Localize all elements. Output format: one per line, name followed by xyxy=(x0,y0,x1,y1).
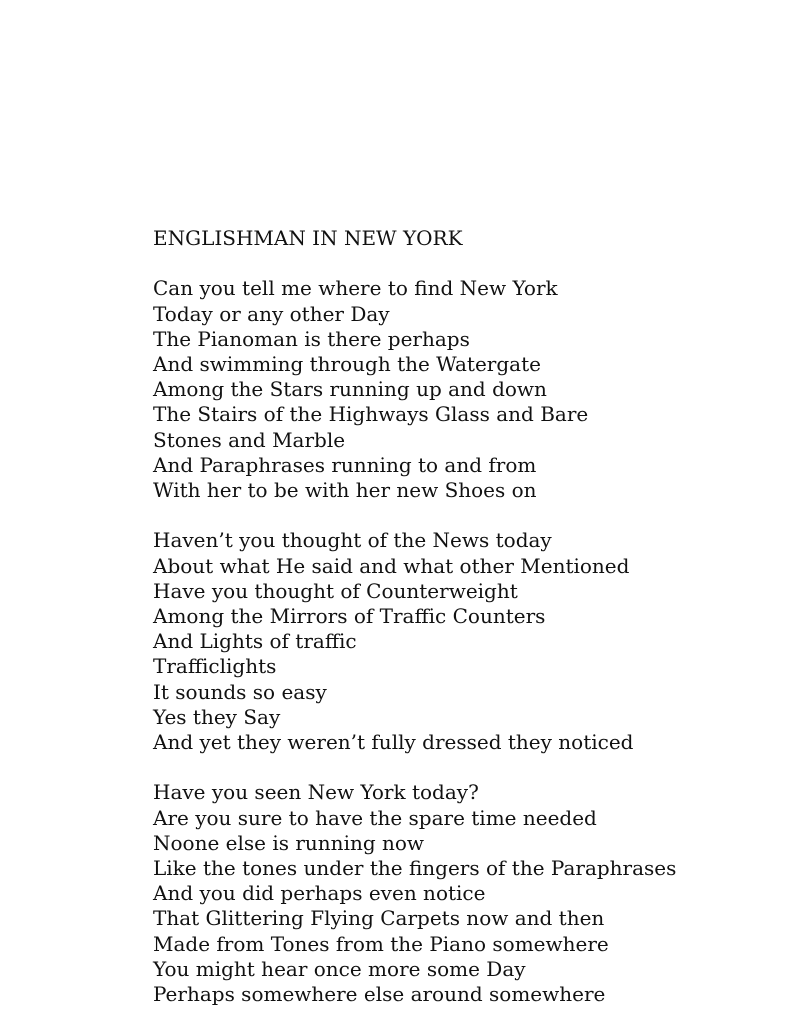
poem-line: And Lights of traffic xyxy=(153,629,357,654)
poem-line: Are you sure to have the spare time needed xyxy=(153,805,597,830)
poem-line: Among the Mirrors of Traffic Counters xyxy=(153,604,546,629)
poem-line: Made from Tones from the Piano somewhere xyxy=(153,931,609,956)
poem xyxy=(153,226,793,1007)
poem-line: And swimming through the Watergate xyxy=(153,352,541,376)
poem-line: With her to be with her new Shoes on xyxy=(153,478,537,503)
poem-line: And yet they weren’t fully dressed they noticed xyxy=(153,730,634,755)
poem-line: Like the tones under the fingers of the Paraphrases xyxy=(153,856,677,881)
poem-line: And Paraphrases running to and from xyxy=(153,452,537,477)
poem-line: And you did perhaps even notice xyxy=(153,881,486,906)
stanza-3 xyxy=(153,780,793,1007)
stanza-gap xyxy=(153,503,793,528)
stanza-2 xyxy=(153,528,793,755)
poem-line: Have you thought of Counterweight xyxy=(153,578,518,603)
poem-line: Perhaps somewhere else around somewhere xyxy=(153,982,606,1007)
poem-line: Yes they Say xyxy=(153,704,281,729)
stanza-gap xyxy=(153,755,793,780)
poem-line: Have you seen New York today? xyxy=(153,780,479,805)
poem-line: It sounds so easy xyxy=(153,679,327,704)
poem-line: About what He said and what other Mentioned xyxy=(153,553,630,578)
poem-line: The Pianoman is there perhaps xyxy=(153,326,470,351)
poem-line: Can you tell me where to find New York xyxy=(153,276,558,301)
poem-line: That Glittering Flying Carpets now and then xyxy=(153,906,605,931)
poem-line: Among the Stars running up and down xyxy=(153,377,547,402)
stanza-gap xyxy=(153,251,793,276)
poem-line: Today or any other Day xyxy=(153,301,390,326)
poem-line: Trafficlights xyxy=(153,654,277,679)
poem-line: Noone else is running now xyxy=(153,830,425,855)
poem-line: Stones and Marble xyxy=(153,427,346,452)
poem-line: You might hear once more some Day xyxy=(153,956,526,981)
stanza-1 xyxy=(153,276,793,503)
poem-line: Haven’t you thought of the News today xyxy=(153,528,552,553)
poem-line: The Stairs of the Highways Glass and Bare xyxy=(153,402,589,427)
poem-title: ENGLISHMAN IN NEW YORK xyxy=(153,226,463,250)
